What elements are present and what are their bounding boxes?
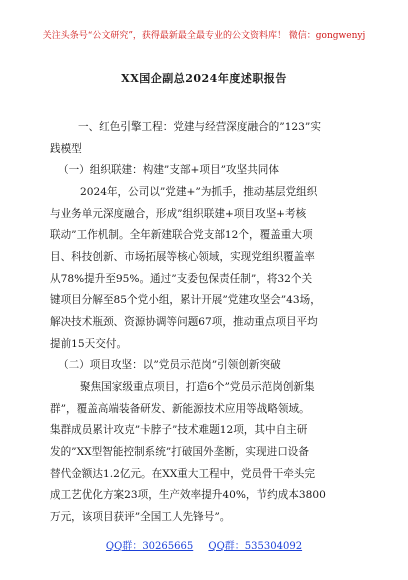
paragraph-line: 成工艺优化方案23项，生产效率提升40%，节约成本3800 (50, 489, 326, 501)
qq-group-link-2[interactable]: QQ群：535304092 (208, 541, 303, 552)
paragraph-line: 替代金额达1.2亿元。在XX重大工程中，党员骨干牵头完 (50, 468, 315, 480)
footer-qq-links (0, 537, 408, 552)
paragraph-line: 与业务单元深度融合，形成”组织联建+项目攻坚+考核 (50, 208, 307, 220)
qq-group-link-1[interactable]: QQ群：30265665 (105, 541, 194, 552)
paragraph-line: 群”，覆盖高端装备研发、新能源技术应用等战略领域。 (50, 403, 310, 415)
paragraph-line: 集群成员累计攻克”卡脖子”技术难题12项，其中自主研 (50, 424, 308, 436)
paragraph-line: 解决技术瓶颈、资源协调等问题67项，推动重点项目平均 (50, 316, 318, 328)
subsection-heading-1: （一）组织联建：构建”支部+项目”攻坚共同体 (58, 164, 279, 176)
paragraph-line: 发的”XX型智能控制系统”打破国外垄断，实现进口设备 (50, 446, 309, 458)
paragraph-line: 提前15天交付。 (50, 338, 128, 350)
subsection-heading-2: （二）项目攻坚：以”党员示范岗”引领创新突破 (58, 359, 281, 371)
paragraph-line: 目、科技创新、市场拓展等核心领域，实现党组织覆盖率 (50, 251, 315, 263)
section-heading-1: 一、红色引擎工程：党建与经营深度融合的”123”实 (78, 121, 321, 133)
paragraph-line: 联动”工作机制。全年新建联合党支部12个，覆盖重大项 (50, 229, 313, 241)
promo-banner: 关注头条号“公文研究”，获得最新最全最专业的公文资料库！ 微信：gongwenyj (42, 31, 366, 41)
document-title: XX国企副总2024年度述职报告 (121, 72, 287, 85)
paragraph-line: 从78%提升至95%。通过”支委包保责任制”，将32个关 (50, 273, 313, 285)
paragraph-line: 聚焦国家级重点项目，打造6个”党员示范岗创新集 (80, 381, 315, 393)
paragraph-line: 键项目分解至85个党小组，累计开展”党建攻坚会”43场， (50, 294, 321, 306)
section-heading-1-cont: 践模型 (50, 143, 82, 155)
paragraph-line: 万元，该项目获评”全国工人先锋号”。 (50, 511, 231, 523)
paragraph-line: 2024年，公司以”党建+”为抓手，推动基层党组织 (80, 186, 318, 198)
